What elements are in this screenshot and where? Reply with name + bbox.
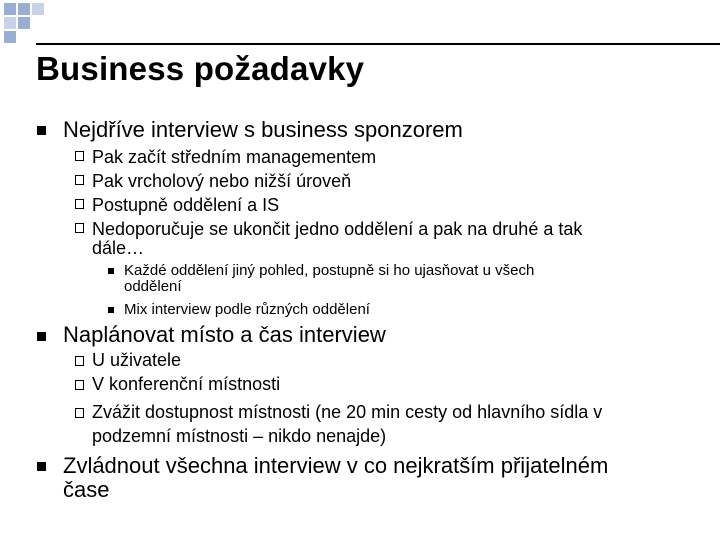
slide-title: Business požadavky (36, 50, 365, 87)
checkbox-bullet-icon (75, 380, 84, 390)
bullet-item: Zvládnout všechna interview v co nejkratším přijatelném (63, 453, 609, 478)
square-bullet-icon (37, 126, 46, 135)
bullet-item-continued: podzemní místnosti – nikdo nenajde) (92, 426, 387, 446)
bullet-item-continued: čase (63, 477, 110, 502)
bullet-item-continued: oddělení (124, 278, 182, 295)
checkbox-bullet-icon (75, 199, 84, 209)
bullet-item: Nejdříve interview s business sponzorem (63, 117, 463, 142)
bullet-item: Nedoporučuje se ukončit jedno oddělení a pak na druhé a tak (92, 219, 583, 239)
square-bullet-icon (37, 462, 46, 471)
bullet-item-continued: dále… (92, 238, 145, 258)
bullet-item: Pak začít středním managementem (92, 147, 377, 167)
checkbox-bullet-icon (75, 356, 84, 366)
bullet-item: Zvážit dostupnost místnosti (ne 20 min cesty od hlavního sídla v (92, 402, 603, 422)
bullet-item: U uživatele (92, 350, 182, 370)
checkbox-bullet-icon (75, 151, 84, 161)
square-bullet-icon (108, 268, 114, 274)
bullet-item: Pak vrcholový nebo nižší úroveň (92, 171, 352, 191)
bullet-item: Mix interview podle různých oddělení (124, 301, 370, 318)
bullet-item: Naplánovat místo a čas interview (63, 322, 386, 347)
checkbox-bullet-icon (75, 223, 84, 233)
bullet-item: Postupně oddělení a IS (92, 195, 280, 215)
bullet-item: V konferenční místnosti (92, 374, 281, 394)
checkbox-bullet-icon (75, 408, 84, 418)
checkbox-bullet-icon (75, 175, 84, 185)
square-bullet-icon (108, 307, 114, 313)
square-bullet-icon (37, 332, 46, 341)
bullet-item: Každé oddělení jiný pohled, postupně si ho ujasňovat u všech (124, 262, 535, 279)
